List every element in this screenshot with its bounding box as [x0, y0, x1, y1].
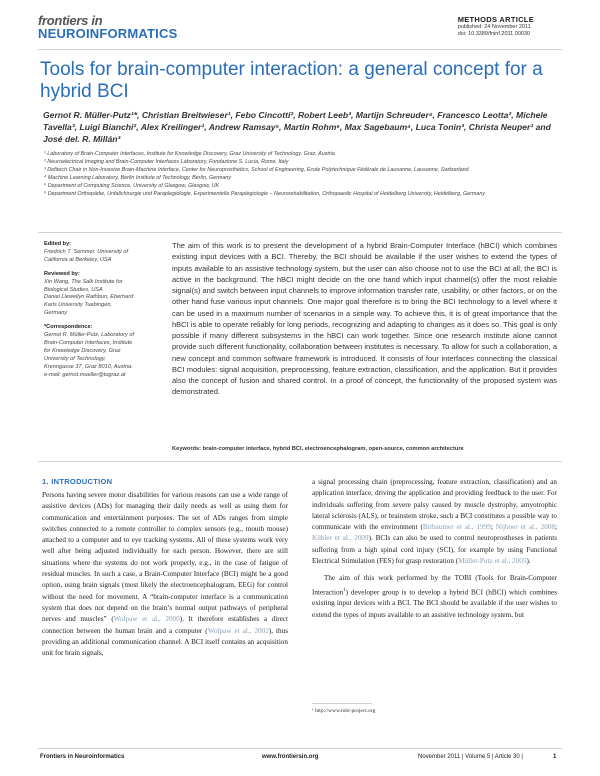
- header-rule: [38, 49, 562, 50]
- body-text: a signal processing chain (preprocessing, feature extraction, classification) and an application interface, driving the application and providing feedback to the user. For individuals suffering from severe palsy caused by muscle dystrophy, amyotrophic lateral sclerosis (ALS), or brainstem stroke, such a BCI constitutes a possible way to communicate with the environment (: [312, 478, 557, 532]
- affiliation: ⁵ Department of Computing Science, University of Glasgow, Glasgow, UK: [44, 182, 220, 189]
- reviewer: Daniel Llewellyn Rathbun, Eberhard Karls University Tuebingen, Germany: [44, 294, 134, 317]
- body-text: ), thus providing an additional communication channel. A BCI itself contains an acquisition unit for brain signals,: [42, 626, 288, 658]
- footnote-marker[interactable]: 1: [343, 587, 346, 593]
- citation-link[interactable]: Kübler et al., 2009: [312, 534, 369, 543]
- keywords-list: brain-computer interface, hybrid BCI, electroencephalogram, open-source, common architecture: [202, 446, 464, 452]
- abstract-rule: [38, 461, 562, 462]
- correspondence-label: *Correspondence:: [44, 324, 93, 331]
- footer-journal: Frontiers in Neuroinformatics: [40, 754, 125, 760]
- body-text: ;: [555, 523, 557, 532]
- page-title: Tools for brain-computer interaction: a general concept for a hybrid BCI: [40, 59, 543, 102]
- page-number: 1: [553, 754, 557, 760]
- published-date: published: 24 November 2011: [457, 24, 531, 30]
- affiliation: ¹ Laboratory of Brain-Computer Interfaces, Institute for Knowledge Discovery, Graz University of Technology, Graz, Austria: [44, 151, 335, 157]
- footer-issue: November 2011 | Volume 5 | Article 30 |: [418, 754, 523, 760]
- body-column-right: [312, 477, 557, 621]
- body-text: ).: [526, 557, 531, 566]
- citation-link[interactable]: Wolpaw et al., 2002: [207, 626, 269, 635]
- article-type: METHODS ARTICLE: [457, 15, 534, 24]
- citation-link[interactable]: Birbaumer et al., 1999: [422, 523, 491, 532]
- footnote-rule: [312, 703, 372, 704]
- citation-link[interactable]: Wolpaw et al., 2000: [113, 615, 180, 624]
- paragraph: [312, 573, 557, 621]
- footer-site[interactable]: www.frontiersin.org: [262, 754, 319, 760]
- affiliation: ³ Defitech Chair in Non-Invasive Brain-Machine Interface, Center for Neuroprosthetics, School of Engineering, Ecole Polytechnique Fédérale de Lausanne, Lausanne, Switzerland: [44, 166, 469, 173]
- body-text: ) developer group is to develop a hybrid BCI (hBCI) which combines existing input devices with a BCI. The BCI should be available if the user wishes to extend the types of inputs available to an assistive technology system, but: [312, 588, 557, 619]
- reviewed-by-label: Reviewed by:: [44, 270, 80, 277]
- affiliation: ⁶ Department Orthopädie, Unfallchirurgie und Paraplegiologie, Experimentelle Paraplegiologie – Neurorehabilitation, Orthopaedic Hospital of Heidelberg University, Heidelberg, Germany: [44, 190, 486, 197]
- body-text: ). BCIs can also be used to control neuroprostheses in patients suffering from a high spinal cord injury (SCI), for example by using Functional Electrical Stimulation (FES) for grasp restoration (: [312, 534, 557, 566]
- body-text: The aim of this work performed by the TOBI (Tools for Brain-Computer Interaction: [312, 574, 557, 597]
- editor: Friedrich T. Sommer, University of California at Berkeley, USA: [44, 248, 129, 263]
- footer-rule: [38, 748, 562, 749]
- body-text: Persons having severe motor disabilities for various reasons can use a wide range of assistive devices (ADs) for managing their daily needs as well as using them for communication and entertainment purposes. The set of ADs ranges from simple switches connected to a remote controller to complex sensors (e.g., mouth mouse) attached to a computer and to eye tracking systems. All of these systems work very well after being adjusted individually for each person. However, there are still situations where the systems do not work properly, e.g., in the case of fatigue of residual muscles. In such a case, a Brain-Computer Interface (BCI) might be a good option, using brain signals (most likely the electroencephalogram, EEG) for control without the need for movement. A “brain-computer interface is a communication system that does not depend on the brain’s normal output pathways of peripheral nerves and muscles” (: [42, 491, 288, 624]
- author-list: Gernot R. Müller-Putz¹*, Christian Breitwieser¹, Febo Cincotti², Robert Leeb³, Martijn Schreuder⁴, Francesco Leotta², Michele Tavella³, Luigi Bianchi², Alex Kreilinger¹, Andrew Ramsay⁵, Martin Rohm⁶, Max Sagebaum⁴, Luca Tonin³, Christa Neuper¹ and José del. R. Millán³: [43, 110, 551, 144]
- doi: doi: 10.3389/fninf.2011.00030: [457, 31, 531, 37]
- keywords-label: Keywords:: [172, 446, 202, 452]
- body-column-left: [42, 477, 288, 659]
- affiliation: ⁴ Machine Learning Laboratory, Berlin Institute of Technology, Berlin, Germany: [44, 174, 232, 181]
- journal-logo-line2: NEUROINFORMATICS: [38, 26, 178, 41]
- body-text: ;: [490, 523, 496, 532]
- section-heading: 1. INTRODUCTION: [42, 477, 113, 486]
- editorial-sidebar: [44, 241, 136, 380]
- correspondence-email[interactable]: e-mail: gernot.mueller@tugraz.at: [44, 371, 126, 378]
- correspondence-address: Gernot R. Müller-Putz, Laboratory of Brain-Computer Interfaces, Institute for Knowledge Discovery, Graz University of Technology, Krenngasse 37, Graz 8010, Austria.: [44, 332, 135, 370]
- journal-logo-line1: frontiers in: [38, 13, 103, 28]
- edited-by-label: Edited by:: [44, 241, 72, 247]
- citation-link[interactable]: Müller-Putz et al., 2005: [458, 557, 527, 566]
- affiliation-rule: [38, 232, 562, 233]
- article-meta: [458, 15, 534, 38]
- affiliations: [44, 151, 554, 198]
- affiliation: ² Neuroelectrical Imaging and Brain-Computer Interfaces Laboratory, Fondazione S. Lucia, Rome, Italy: [44, 158, 289, 165]
- footnote[interactable]: ¹ http://www.tobi-project.org: [312, 708, 376, 714]
- abstract: The aim of this work is to present the development of a hybrid Brain-Computer Interface (hBCI) which combines existing input devices with a BCI. Thereby, the BCI should be available if the user wishes to extend the types of inputs available to an assistive technology system, but the user can also choose not to use the BCI at all; the BCI is active in the background. The hBCI might decide on the one hand which input channel(s) offer the most reliable signal(s) and switch between input channels to improve information transfer rate, usability, or other factors, or on the other hand fuse various input channels. One major goal therefore is to bring the BCI technology to a level where it can be used in a maximum number of scenarios in a simple way. To achieve this, it is of great importance that the hBCI is able to operate reliably for long periods, recognizing and adapting to changes as it does so. This goal is only possible if many different subsystems in the hBCI can work together. Since one research institute alone cannot provide such different functionality, collaboration between institutes is necessary. To allow for such a collaboration, a new concept and common software framework is introduced. It consists of four interfaces connecting the classical BCI modules: signal acquisition, preprocessing, feature extraction, classification, and the application. But it provides also the concept of fusion and shared control. In a proof of concept, the functionality of the proposed system was demonstrated.: [172, 241, 557, 397]
- body-text: ). It therefore establishes a direct connection between the human brain and a computer (: [42, 615, 288, 635]
- citation-link[interactable]: Nijboer et al., 2008: [495, 523, 555, 532]
- keywords: [172, 446, 557, 452]
- reviewer: Xin Wang, The Salk Institute for Biological Studies, USA: [44, 278, 123, 293]
